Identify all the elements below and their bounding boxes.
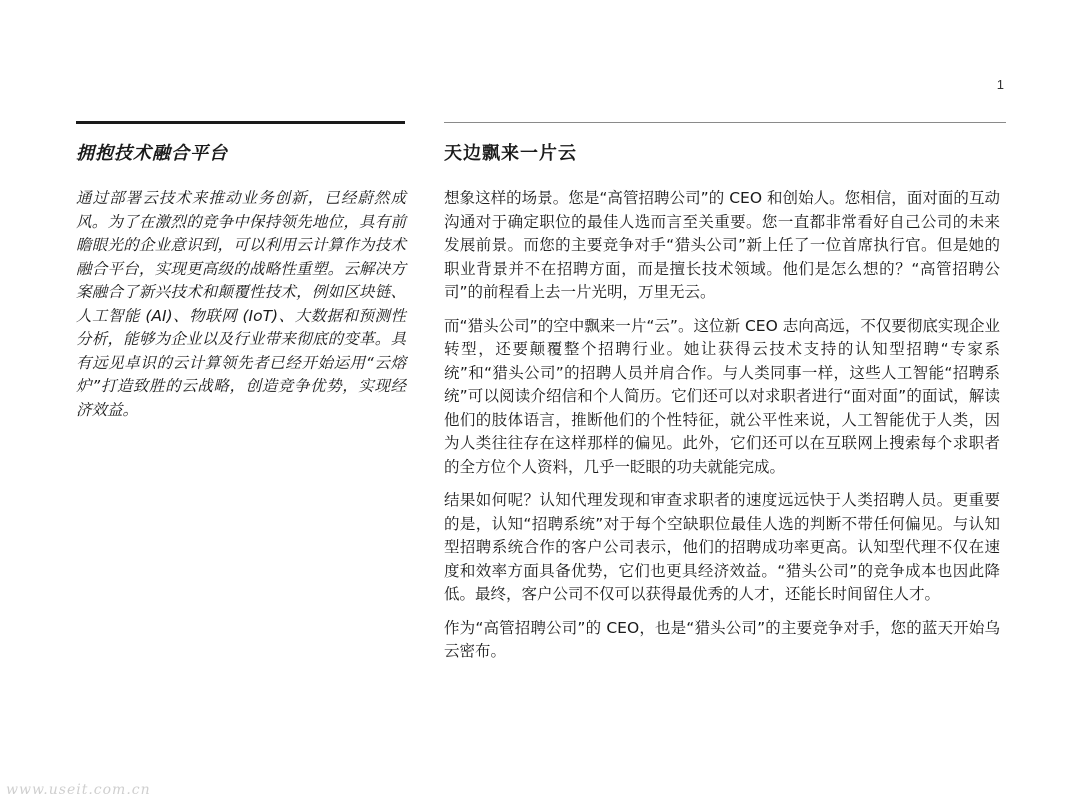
article-body <box>444 187 1000 674</box>
article-paragraph: 结果如何呢？认知代理发现和审查求职者的速度远远快于人类招聘人员。更重要的是，认知“招聘系统”对于每个空缺职位最佳人选的判断不带任何偏见。与认知型招聘系统合作的客户公司表示，他们的招聘成功率更高。认知型代理不仅在速度和效率方面具备优势，它们也更具经济效益。“猎头公司”的竞争成本也因此降低。最终，客户公司不仅可以获得最优秀的人才，还能长时间留住人才。 <box>444 491 1000 603</box>
article-paragraph: 作为“高管招聘公司”的 CEO，也是“猎头公司”的主要竞争对手，您的蓝天开始乌云密布。 <box>444 618 1000 660</box>
page-number: 1 <box>996 77 1004 92</box>
right-column-title: 天边飘来一片云 <box>444 143 577 164</box>
watermark: www.useit.com.cn <box>6 782 151 798</box>
intro-paragraph: 通过部署云技术来推动业务创新，已经蔚然成风。为了在激烈的竞争中保持领先地位，具有前瞻眼光的企业意识到，可以利用云计算作为技术融合平台，实现更高级的战略性重塑。云解决方案融合了新兴技术和颠覆性技术，例如区块链、人工智能 (AI)、物联网 (IoT)、大数据和预测性分析，能够为企业以及行业带来彻底的变革。具有远见卓识的云计算领先者已经开始运用“云熔炉”打造致胜的云战略，创造竞争优势，实现经济效益。 <box>76 189 406 419</box>
left-column-title: 拥抱技术融合平台 <box>76 143 228 164</box>
right-column-rule <box>444 122 1006 123</box>
article-paragraph: 想象这样的场景。您是“高管招聘公司”的 CEO 和创始人。您相信，面对面的互动沟通对于确定职位的最佳人选而言至关重要。您一直都非常看好自己公司的未来发展前景。而您的主要竞争对手“猎头公司”新上任了一位首席执行官。但是她的职业背景并不在招聘方面，而是擅长技术领域。他们是怎么想的？“高管招聘公司”的前程看上去一片光明，万里无云。 <box>444 189 1000 301</box>
left-column-rule <box>76 121 405 124</box>
article-paragraph: 而“猎头公司”的空中飘来一片“云”。这位新 CEO 志向高远，不仅要彻底实现企业转型，还要颠覆整个招聘行业。她让获得云技术支持的认知型招聘“专家系统”和“猎头公司”的招聘人员并肩合作。与人类同事一样，这些人工智能“招聘系统”可以阅读介绍信和个人简历。它们还可以对求职者进行“面对面”的面试，解读他们的肢体语言，推断他们的个性特征，就公平性来说，人工智能优于人类，因为人类往往存在这样那样的偏见。此外，它们还可以在互联网上搜索每个求职者的全方位个人资料，几乎一眨眼的功夫就能完成。 <box>444 316 1000 476</box>
